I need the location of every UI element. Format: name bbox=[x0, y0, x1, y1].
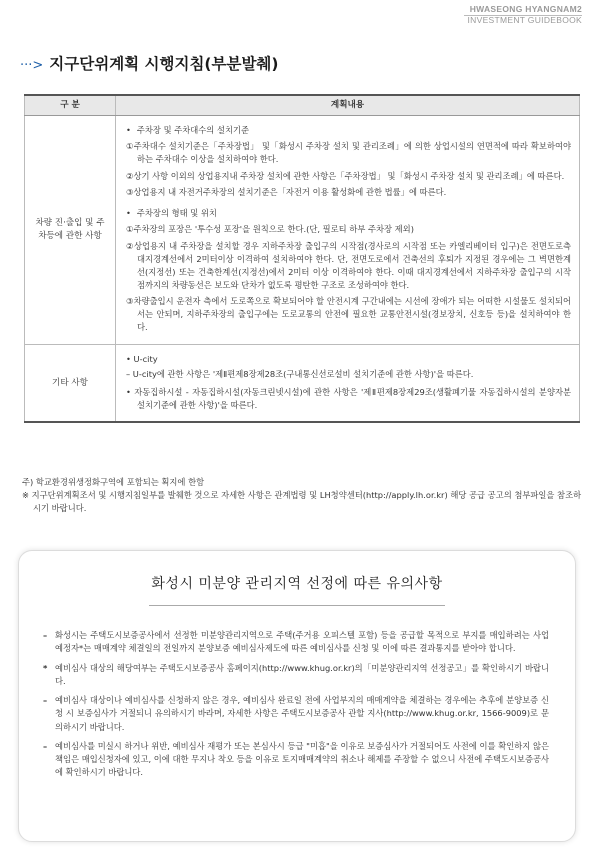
category-label: 기타 사항 bbox=[52, 377, 88, 388]
list-item: • U-city bbox=[126, 354, 158, 365]
notice-item bbox=[43, 662, 549, 689]
footnote: ※ 지구단위계획조서 및 시행지침일부를 발췌한 것으로 자세한 사항은 관계법령 및 LH청약센터(http://apply.lh.or.kr) 해당 공급 공고의 첨부파일을 참조하시기 바랍니다. bbox=[22, 489, 582, 513]
content-cell-parking bbox=[116, 116, 580, 345]
dash-marker: – bbox=[43, 740, 48, 751]
list-item: ①주차장의 포장은 '투수성 포장'을 원칙으로 한다.(단, 필로티 하부 주차장 제외) bbox=[126, 224, 414, 235]
section-heading bbox=[126, 207, 571, 220]
brand-name: HWASEONG HYANGNAM2 bbox=[469, 4, 582, 14]
dash-marker: – bbox=[43, 630, 48, 640]
dash-marker: – bbox=[43, 695, 48, 706]
category-cell-parking bbox=[25, 116, 116, 345]
notice-title: 화성시 미분양 관리지역 선정에 따른 유의사항 bbox=[151, 576, 443, 592]
title-arrow-icon: ···> bbox=[20, 58, 44, 73]
notice-title-divider bbox=[149, 605, 445, 606]
asterisk-marker: * bbox=[43, 662, 48, 673]
notice-body bbox=[43, 629, 549, 786]
brand-divider bbox=[464, 15, 582, 16]
notice-item-text: 화성시는 주택도시보증공사에서 선정한 미분양관리지역으로 주택(주거용 오피스텔 포함) 등을 공급할 목적으로 부지를 매입하려는 사업예정자*는 매매계약 체결일의 전일까지 분양보증 예비심사제도에 따른 예비심사를 신청 및 이에 따른 결과통지를 받아야 합니다. bbox=[55, 630, 549, 654]
list-item: ①주차대수 설치기준은「주차장법」 및「화성시 주차장 설치 및 관리조례」에 의한 상업시설의 연면적에 따라 확보하여야 하는 주차대수 이상을 설치하여야 한다. bbox=[126, 140, 571, 164]
brand-subtitle: INVESTMENT GUIDEBOOK bbox=[467, 15, 582, 25]
header-category: 구 분 bbox=[25, 95, 116, 116]
list-item: ②상업용지 내 주차장을 설치할 경우 지하주차장 출입구의 시작점(경사로의 시작점 또는 카엘리베이터 입구)은 전면도로측 대지경계선에서 2미터이상 이격하여 설치하여야 한다. 단, 전면도로에서 건축선의 후퇴가 지정된 경우에는 그 벽면한계선(지정선) 또는 건축한계선(지정선)에서 2미터 이상 이격하여야 한다. 이때 대지경계선에서 지하주차장 출입구의 시작점까지의 차량동선은 보도와 단차가 없도록 평탄한 구조로 조성하여야 한다. bbox=[126, 241, 571, 290]
list-item: ③상업용지 내 자전거주차장의 설치기준은「자전거 이용 활성화에 관한 법률」에 따른다. bbox=[126, 187, 447, 198]
list-item: – U-city에 관한 사항은 '제Ⅱ편제8장제28조(구내통신선로설비 설치기준에 관한 사항)'을 따른다. bbox=[126, 368, 474, 379]
page-title-text: 지구단위계획 시행지침(부분발췌) bbox=[49, 55, 279, 73]
header-content: 계획내용 bbox=[116, 95, 580, 116]
list-item: ②상기 사항 이외의 상업용지내 주차장 설치에 관한 사항은「주차장법」 및「화성시 주차장 설치 및 관리조례」에 따른다. bbox=[126, 170, 565, 181]
page-title bbox=[20, 52, 278, 74]
notice-item bbox=[43, 694, 549, 734]
bullet-icon: • bbox=[126, 125, 131, 135]
category-label: 차량 진·출입 및 주차등에 관한 사항 bbox=[35, 217, 105, 242]
category-cell-other bbox=[25, 345, 116, 423]
bullet-icon: • bbox=[126, 208, 131, 219]
notice-item-text: 예비심사를 미실시 하거나 위반, 예비심사 재평가 또는 본심사시 등급 "미흡"을 이유로 보증심사가 거절되어도 사전에 이를 확인하지 않은 책임은 매입신청자에 있고, 이에 대한 무지나 착오 등을 이유로 토지매매계약의 취소나 해제를 주장할 수 없으니 사전에 주택도시보증공사에 확인하시기 바랍니다. bbox=[55, 740, 549, 778]
brand-header bbox=[468, 4, 582, 26]
guideline-table bbox=[24, 94, 580, 423]
table-row bbox=[25, 116, 580, 345]
footnotes bbox=[22, 476, 582, 515]
notice-item bbox=[43, 629, 549, 656]
notice-box bbox=[18, 550, 576, 842]
content-cell-other bbox=[116, 345, 580, 423]
notice-item bbox=[43, 740, 549, 780]
table-header-row bbox=[25, 95, 580, 116]
list-item: ③차량출입시 운전자 측에서 도로쪽으로 확보되어야 할 안전시계 구간내에는 시선에 장애가 되는 어떠한 시설물도 설치되어서는 안되며, 지하주차장의 출입구에는 도로교통의 안전에 필요한 교통안전시설(경보장치, 신호등 등)을 설치하여야 한다. bbox=[126, 296, 571, 333]
list-item: • 자동집하시설 - 자동집하시설(자동크린넷시설)에 관한 사항은 '제Ⅱ편제8장제29조(생활폐기물 자동집하시설의 분양자분 설치기준에 관한 사항)'을 따른다. bbox=[126, 386, 571, 410]
notice-item-text: 예비심사 대상의 해당여부는 주택도시보증공사 홈페이지(http://www.khug.or.kr)의「미분양관리지역 선정공고」를 확인하시기 바랍니다. bbox=[55, 662, 549, 686]
section-heading-text: 주차장 및 주차대수의 설치기준 bbox=[136, 125, 250, 135]
notice-item-text: 예비심사 대상이나 예비심사를 신청하지 않은 경우, 예비심사 완료일 전에 사업부지의 매매계약을 체결하는 경우에는 추후에 분양보증 신청 시 보증심사가 거절되니 유의하시기 바라며, 자세한 사항은 주택도시보증공사 관할 지사(http://www.khug.or.kr, 1566-9009)로 문의하시기 바랍니다. bbox=[55, 695, 549, 732]
table-row bbox=[25, 345, 580, 423]
footnote: 주) 학교환경위생정화구역에 포함되는 획지에 한함 bbox=[22, 477, 205, 487]
section-heading-text: 주차장의 형태 및 위치 bbox=[136, 208, 217, 219]
section-heading bbox=[126, 124, 571, 137]
